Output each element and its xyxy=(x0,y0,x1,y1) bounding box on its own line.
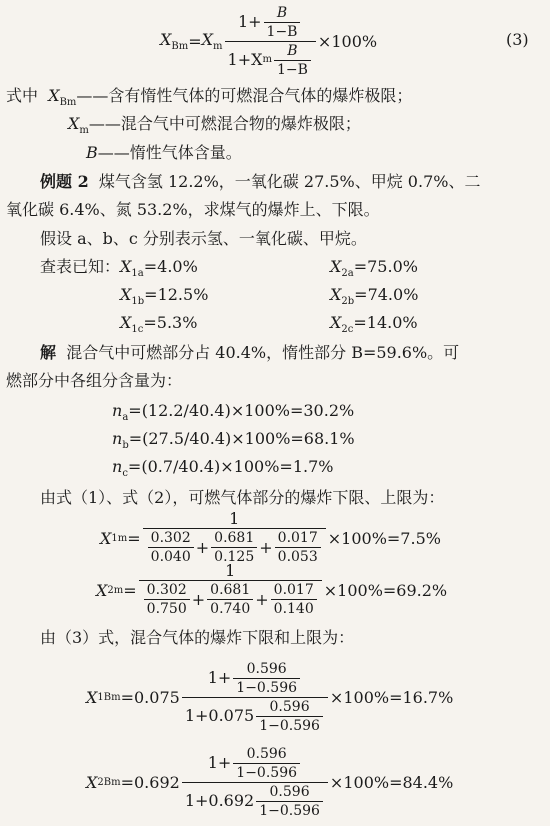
equation-x1bm: X 1Bm =0.075 1+ $\frac{0.596}{1-0.596}$ 1+0.075 $\frac{0.596}{1-0.596}$ ×100%=16.7% xyxy=(86,660,454,734)
solution-na: $n_a=(12.2/40.4)\times 100\%=30.2\%$ xyxy=(112,401,355,423)
equation-x1m: X 1m = 1 $\frac{0.302}{0.040}$ + $\frac{0.681}{0.125}$ + $\frac{0.017}{0.053}$ ×100%=7.5% xyxy=(100,509,441,565)
example-line-2: 氧化碳 6.4%、氮 53.2%，求煤气的爆炸上、下限。 xyxy=(6,200,380,219)
example-x1c: $X_{1c}=5.3\%$ xyxy=(120,313,198,335)
solution-from12: 由式（1）、式（2），可燃气体部分的爆炸下限、上限为： xyxy=(40,488,445,507)
solution-from3: 由（3）式，混合气体的爆炸下限和上限为： xyxy=(40,628,355,647)
eq3-lhs: $X_{Bm}$ xyxy=(160,30,189,52)
eq3-times100: ×100% xyxy=(317,31,378,51)
example-title: 例题 2 xyxy=(40,172,89,191)
solution-line-1: 解 混合气中可燃部分占 40.4%，惰性部分 B=59.6%。可 xyxy=(40,343,460,362)
example-x2a: $X_{2a}=75.0\%$ xyxy=(330,257,418,279)
example-x1b: $X_{1b}=12.5\%$ xyxy=(120,285,209,307)
example-x2b: $X_{2b}=74.0\%$ xyxy=(330,285,419,307)
example-line-1: 例题 2 煤气含氢 12.2%，一氧化碳 27.5%、甲烷 0.7%、二 xyxy=(40,172,481,191)
solution-nb: $n_b=(27.5/40.4)\times 100\%=68.1\%$ xyxy=(112,429,355,451)
eq3-xm: $X_m$ xyxy=(201,30,223,52)
solution-label: 解 xyxy=(40,343,57,362)
eq3-denominator: 1+X m $\frac{B}{1-B}$ xyxy=(225,41,316,79)
equation-3-label: (3) xyxy=(506,30,529,49)
equation-3 xyxy=(160,4,377,78)
equation-x2bm: X 2Bm =0.692 1+ $\frac{0.596}{1-0.596}$ 1+0.692 $\frac{0.596}{1-0.596}$ ×100%=84.4% xyxy=(86,745,454,819)
example-assume: 假设 a、b、c 分别表示氢、一氧化碳、甲烷。 xyxy=(40,229,367,248)
equation-x2m: X 2m = 1 $\frac{0.302}{0.750}$ + $\frac{0.681}{0.740}$ + $\frac{0.017}{0.140}$ ×100%=69.2% xyxy=(96,561,448,617)
example-lookup-row-1: 查表已知：$X_{1a}=4.0\%$ xyxy=(40,257,198,279)
def-line-3: B——惰性气体含量。 xyxy=(86,143,242,162)
eq3-numerator: 1+ $\frac{B}{1-B}$ xyxy=(235,4,306,41)
example-x2c: $X_{2c}=14.0\%$ xyxy=(330,313,418,335)
eq3-fraction xyxy=(225,4,316,79)
solution-line-2: 燃部分中各组分含量为： xyxy=(6,371,183,390)
def-line-1: 式中 $X_{Bm}——$含有惰性气体的可燃混合气体的爆炸极限； xyxy=(6,86,413,108)
eq3-eq: = xyxy=(188,31,202,51)
def-line-2: $X_m——$混合气中可燃混合物的爆炸极限； xyxy=(68,114,361,136)
solution-nc: $n_c=(0.7/40.4)\times 100\%=1.7\%$ xyxy=(112,457,334,479)
